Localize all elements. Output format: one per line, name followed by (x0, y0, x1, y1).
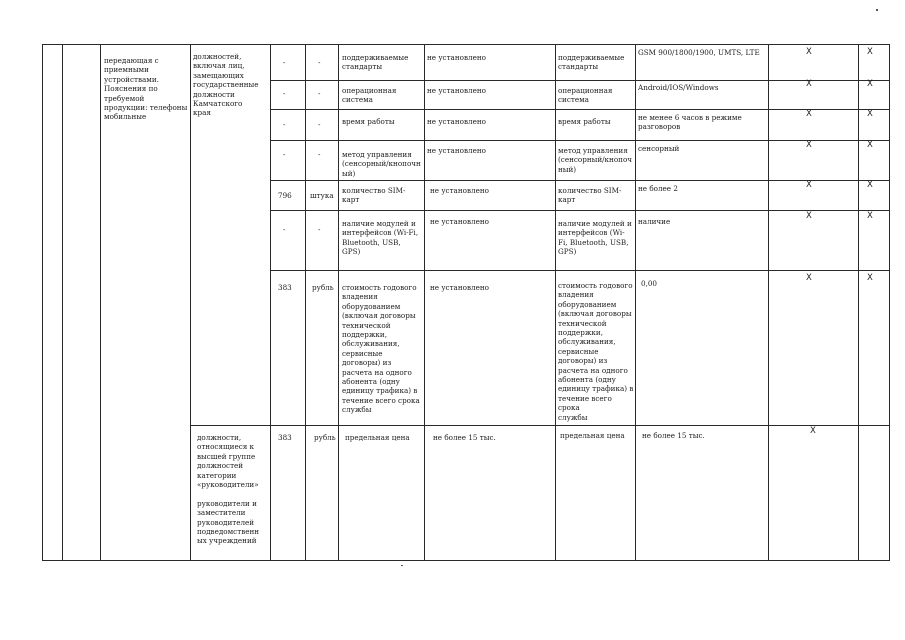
table-bottom-border (42, 560, 890, 561)
row-divider (270, 270, 890, 271)
characteristic-value: не установлено (430, 186, 489, 195)
okei-code: - (283, 150, 286, 159)
characteristic-approved: операционная система (558, 86, 613, 105)
col-border (635, 44, 636, 561)
value-approved: сенсорный (638, 144, 680, 153)
x-mark: X (806, 79, 812, 89)
x-mark: X (867, 273, 873, 283)
value-approved: наличие (638, 217, 671, 226)
characteristic-approved: метод управления (сенсорный/кнопоч ный) (558, 146, 633, 174)
row-divider (270, 109, 890, 110)
characteristic-value: не более 15 тыс. (433, 433, 496, 442)
characteristic-approved: наличие модулей и интерфейсов (Wi- Fi, Bluetooth, USB, GPS) (558, 219, 632, 257)
x-mark: X (806, 140, 812, 150)
unit-name: - (318, 58, 321, 67)
scan-speck (876, 9, 878, 11)
col-border (338, 44, 339, 561)
col-border (270, 44, 271, 561)
value-approved: GSM 900/1800/1900, UMTS, LTE (638, 48, 760, 57)
characteristic-value: не установлено (430, 283, 489, 292)
unit-name: рубль (312, 283, 334, 292)
row-divider (270, 210, 890, 211)
unit-name: рубль (314, 433, 336, 442)
x-mark: X (806, 47, 812, 57)
row-divider (270, 140, 890, 141)
col-border (858, 44, 859, 561)
col-border (305, 44, 306, 561)
col-border (42, 44, 43, 561)
characteristic: поддерживаемые стандарты (342, 53, 409, 72)
row-divider (270, 180, 890, 181)
x-mark: X (867, 79, 873, 89)
value-approved: не более 15 тыс. (642, 431, 705, 440)
col-border (190, 44, 191, 561)
row-divider (270, 80, 890, 81)
value-approved: не более 2 (638, 184, 678, 193)
characteristic-value: не установлено (427, 146, 486, 155)
okei-code: - (283, 225, 286, 234)
product-description-cell: передающая с приемными устройствами. Пояснения по требуемой продукции: телефоны мобильные (104, 56, 188, 122)
characteristic-value: не установлено (427, 117, 486, 126)
unit-name: - (318, 150, 321, 159)
characteristic: время работы (342, 117, 395, 126)
x-mark: X (867, 47, 873, 57)
characteristic-approved: количество SIM- карт (558, 186, 622, 205)
col-border (889, 44, 890, 561)
unit-name: штука (310, 191, 334, 200)
okei-code: - (283, 89, 286, 98)
row-divider (190, 425, 890, 426)
x-mark: X (867, 211, 873, 221)
unit-name: - (318, 120, 321, 129)
scan-speck (401, 565, 403, 566)
col-border (62, 44, 63, 561)
value-approved: 0,00 (641, 279, 658, 288)
x-mark: X (867, 109, 873, 119)
x-mark: X (806, 273, 812, 283)
x-mark: X (806, 109, 812, 119)
col-border (424, 44, 425, 561)
characteristic-value: не установлено (427, 53, 486, 62)
position-group-cell-senior: должности, относящиеся к высшей группе должностей категории «руководители» руководители и заместители руководителей подведомственн ых учреждений (197, 433, 260, 546)
okei-code: - (283, 58, 286, 67)
value-approved: Android/IOS/Windows (638, 83, 719, 92)
characteristic-approved: поддерживаемые стандарты (558, 53, 625, 72)
col-border (555, 44, 556, 561)
unit-name: - (318, 89, 321, 98)
unit-name: - (318, 225, 321, 234)
x-mark: X (810, 426, 816, 436)
position-group-cell: должностей, включая лиц, замещающих государственные должности Камчатского края (193, 52, 259, 118)
characteristic: стоимость годового владения оборудованием (включая договоры технической поддержки, обслуживания, сервисные договоры) из расчета на одного абонента (одну единицу трафика) в течение всего срока службы (342, 283, 420, 415)
x-mark: X (867, 140, 873, 150)
okei-code: 796 (278, 191, 292, 200)
col-border (100, 44, 101, 561)
characteristic: количество SIM- карт (342, 186, 406, 205)
okei-code: 383 (278, 283, 292, 292)
characteristic: операционная система (342, 86, 397, 105)
okei-code: - (283, 120, 286, 129)
x-mark: X (867, 180, 873, 190)
col-border (768, 44, 769, 561)
x-mark: X (806, 211, 812, 221)
characteristic: предельная цена (345, 433, 410, 442)
table-top-border (42, 44, 890, 45)
characteristic-approved: время работы (558, 117, 611, 126)
value-approved: не менее 6 часов в режиме разговоров (638, 113, 742, 132)
characteristic-approved: стоимость годового владения оборудованием (включая договоры технической поддержки, обслуживания, сервисные договоры) из расчета на одного абонента (одну единицу трафика) в течение всего срока службы (558, 281, 634, 422)
characteristic: наличие модулей и интерфейсов (Wi-Fi, Bluetooth, USB, GPS) (342, 219, 419, 257)
characteristic-value: не установлено (427, 86, 486, 95)
characteristic: метод управления (сенсорный/кнопочн ый) (342, 150, 421, 178)
x-mark: X (806, 180, 812, 190)
characteristic-approved: предельная цена (560, 431, 625, 440)
characteristic-value: не установлено (430, 217, 489, 226)
okei-code: 383 (278, 433, 292, 442)
